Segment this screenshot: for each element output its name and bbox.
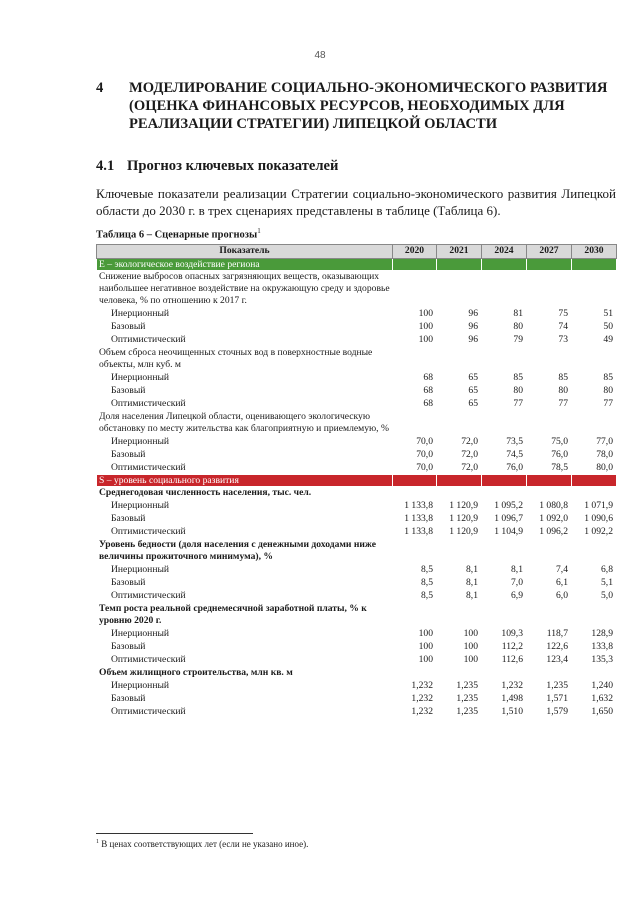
footnote: [96, 839, 308, 849]
scenario-row: [97, 398, 617, 411]
value-cell: 77: [527, 398, 572, 411]
value-cell: 1,579: [527, 706, 572, 719]
scenario-label: Базовый: [97, 641, 393, 654]
category-band-cell: [482, 259, 527, 271]
empty-cell: [482, 487, 527, 500]
value-cell: 1,650: [572, 706, 617, 719]
indicator-label: Объем жилищного строительства, млн кв. м: [97, 667, 393, 680]
value-cell: 6,0: [527, 590, 572, 603]
value-cell: 70,0: [393, 449, 437, 462]
value-cell: 8,5: [393, 590, 437, 603]
scenario-label: Базовый: [97, 577, 393, 590]
header-year: 2021: [437, 245, 482, 259]
section-number: 4.1: [96, 158, 115, 174]
value-cell: 1 120,9: [437, 500, 482, 513]
empty-cell: [572, 539, 617, 564]
value-cell: 85: [527, 372, 572, 385]
scenario-label: Инерционный: [97, 436, 393, 449]
value-cell: 100: [393, 628, 437, 641]
value-cell: 65: [437, 372, 482, 385]
value-cell: 6,9: [482, 590, 527, 603]
header-indicator: Показатель: [97, 245, 393, 259]
empty-cell: [527, 487, 572, 500]
chapter-number: 4: [96, 80, 104, 96]
scenario-label: Оптимистический: [97, 654, 393, 667]
scenario-label: Базовый: [97, 449, 393, 462]
value-cell: 1 090,6: [572, 513, 617, 526]
value-cell: 8,1: [437, 564, 482, 577]
value-cell: 72,0: [437, 462, 482, 475]
indicator-row: [97, 667, 617, 680]
value-cell: 73,5: [482, 436, 527, 449]
value-cell: 74: [527, 321, 572, 334]
value-cell: 80: [482, 385, 527, 398]
value-cell: 80: [572, 385, 617, 398]
empty-cell: [482, 411, 527, 436]
indicator-label: Доля населения Липецкой области, оценивающего экологическую обстановку по месту жительства как благоприятную и приемлемую, %: [97, 411, 393, 436]
value-cell: 100: [393, 308, 437, 321]
indicator-row: [97, 347, 617, 372]
category-band-row: [97, 475, 617, 487]
value-cell: 1,571: [527, 693, 572, 706]
value-cell: 1,232: [482, 680, 527, 693]
empty-cell: [572, 411, 617, 436]
value-cell: 8,1: [482, 564, 527, 577]
indicator-row: [97, 271, 617, 308]
scenario-label: Инерционный: [97, 628, 393, 641]
category-band-cell: [572, 475, 617, 487]
value-cell: 1 092,0: [527, 513, 572, 526]
empty-cell: [527, 667, 572, 680]
value-cell: 1 080,8: [527, 500, 572, 513]
scenario-label: Базовый: [97, 321, 393, 334]
category-band-row: [97, 259, 617, 271]
value-cell: 80,0: [572, 462, 617, 475]
indicator-label: Среднегодовая численность населения, тыс. чел.: [97, 487, 393, 500]
category-band-cell: [482, 475, 527, 487]
value-cell: 135,3: [572, 654, 617, 667]
indicator-row: [97, 603, 617, 628]
value-cell: 77: [482, 398, 527, 411]
value-cell: 1,235: [527, 680, 572, 693]
empty-cell: [527, 539, 572, 564]
scenario-label: Инерционный: [97, 680, 393, 693]
value-cell: 96: [437, 308, 482, 321]
header-year: 2030: [572, 245, 617, 259]
footnote-text: В ценах соответствующих лет (если не указано иное).: [101, 839, 309, 849]
scenario-row: [97, 462, 617, 475]
table-body: [97, 259, 617, 719]
scenario-row: [97, 654, 617, 667]
indicator-label: Снижение выбросов опасных загрязняющих веществ, оказывающих наибольшее негативное воздействие на окружающую среду и здоровье человека, % по отношению к 2017 г.: [97, 271, 393, 308]
value-cell: 75,0: [527, 436, 572, 449]
value-cell: 1 104,9: [482, 526, 527, 539]
empty-cell: [437, 539, 482, 564]
empty-cell: [482, 603, 527, 628]
empty-cell: [572, 271, 617, 308]
scenario-row: [97, 334, 617, 347]
value-cell: 128,9: [572, 628, 617, 641]
value-cell: 77,0: [572, 436, 617, 449]
category-band-cell: [393, 475, 437, 487]
category-band-cell: [527, 259, 572, 271]
indicator-label: Объем сброса неочищенных сточных вод в поверхностные водные объекты, млн куб. м: [97, 347, 393, 372]
scenario-row: [97, 590, 617, 603]
value-cell: 85: [482, 372, 527, 385]
value-cell: 7,4: [527, 564, 572, 577]
scenario-row: [97, 436, 617, 449]
scenario-label: Оптимистический: [97, 526, 393, 539]
value-cell: 100: [393, 641, 437, 654]
value-cell: 1 096,2: [527, 526, 572, 539]
scenario-label: Оптимистический: [97, 462, 393, 475]
category-band-cell: [572, 259, 617, 271]
value-cell: 78,0: [572, 449, 617, 462]
value-cell: 112,6: [482, 654, 527, 667]
empty-cell: [393, 347, 437, 372]
scenario-label: Оптимистический: [97, 590, 393, 603]
scenario-row: [97, 693, 617, 706]
value-cell: 5,0: [572, 590, 617, 603]
value-cell: 122,6: [527, 641, 572, 654]
scenario-row: [97, 564, 617, 577]
value-cell: 49: [572, 334, 617, 347]
value-cell: 1,632: [572, 693, 617, 706]
value-cell: 77: [572, 398, 617, 411]
value-cell: 100: [393, 654, 437, 667]
value-cell: 6,1: [527, 577, 572, 590]
value-cell: 1,235: [437, 693, 482, 706]
indicator-row: [97, 411, 617, 436]
scenario-row: [97, 641, 617, 654]
value-cell: 75: [527, 308, 572, 321]
value-cell: 1,235: [437, 680, 482, 693]
value-cell: 68: [393, 372, 437, 385]
section-heading: [96, 158, 338, 175]
scenario-table: [96, 244, 617, 719]
scenario-row: [97, 680, 617, 693]
value-cell: 1 095,2: [482, 500, 527, 513]
value-cell: 112,2: [482, 641, 527, 654]
scenario-row: [97, 372, 617, 385]
value-cell: 74,5: [482, 449, 527, 462]
indicator-row: [97, 539, 617, 564]
scenario-row: [97, 321, 617, 334]
page-number: 48: [314, 50, 326, 61]
indicator-label: Уровень бедности (доля населения с денежными доходами ниже величины прожиточного минимума), %: [97, 539, 393, 564]
empty-cell: [482, 271, 527, 308]
value-cell: 50: [572, 321, 617, 334]
value-cell: 100: [437, 641, 482, 654]
chapter-heading: [96, 79, 616, 133]
empty-cell: [437, 411, 482, 436]
scenario-label: Инерционный: [97, 500, 393, 513]
value-cell: 5,1: [572, 577, 617, 590]
scenario-row: [97, 706, 617, 719]
value-cell: 78,5: [527, 462, 572, 475]
scenario-label: Оптимистический: [97, 398, 393, 411]
header-year: 2027: [527, 245, 572, 259]
value-cell: 1,232: [393, 680, 437, 693]
empty-cell: [393, 539, 437, 564]
empty-cell: [393, 411, 437, 436]
scenario-label: Оптимистический: [97, 706, 393, 719]
value-cell: 8,1: [437, 577, 482, 590]
empty-cell: [482, 539, 527, 564]
scenario-row: [97, 449, 617, 462]
value-cell: 96: [437, 321, 482, 334]
value-cell: 8,1: [437, 590, 482, 603]
empty-cell: [437, 667, 482, 680]
value-cell: 133,8: [572, 641, 617, 654]
empty-cell: [527, 347, 572, 372]
value-cell: 109,3: [482, 628, 527, 641]
value-cell: 100: [437, 654, 482, 667]
value-cell: 85: [572, 372, 617, 385]
value-cell: 70,0: [393, 462, 437, 475]
scenario-label: Базовый: [97, 385, 393, 398]
value-cell: 123,4: [527, 654, 572, 667]
empty-cell: [393, 487, 437, 500]
value-cell: 118,7: [527, 628, 572, 641]
value-cell: 7,0: [482, 577, 527, 590]
empty-cell: [572, 603, 617, 628]
chapter-title: МОДЕЛИРОВАНИЕ СОЦИАЛЬНО-ЭКОНОМИЧЕСКОГО РАЗВИТИЯ (ОЦЕНКА ФИНАНСОВЫХ РЕСУРСОВ, НЕОБХОДИМЫХ ДЛЯ РЕАЛИЗАЦИИ СТРАТЕГИИ) ЛИПЕЦКОЙ ОБЛАСТИ: [129, 80, 608, 132]
value-cell: 70,0: [393, 436, 437, 449]
value-cell: 80: [482, 321, 527, 334]
scenario-row: [97, 513, 617, 526]
empty-cell: [482, 667, 527, 680]
scenario-label: Базовый: [97, 513, 393, 526]
table-caption-text: Таблица 6 – Сценарные прогнозы: [96, 229, 258, 241]
category-band-cell: [437, 259, 482, 271]
empty-cell: [393, 603, 437, 628]
value-cell: 72,0: [437, 436, 482, 449]
value-cell: 1,232: [393, 706, 437, 719]
empty-cell: [393, 667, 437, 680]
value-cell: 76,0: [482, 462, 527, 475]
value-cell: 1 133,8: [393, 513, 437, 526]
category-band-cell: [393, 259, 437, 271]
empty-cell: [572, 667, 617, 680]
scenario-row: [97, 385, 617, 398]
value-cell: 100: [437, 628, 482, 641]
scenario-row: [97, 577, 617, 590]
empty-cell: [482, 347, 527, 372]
scenario-label: Базовый: [97, 693, 393, 706]
value-cell: 73: [527, 334, 572, 347]
scenario-label: Инерционный: [97, 564, 393, 577]
empty-cell: [437, 271, 482, 308]
intro-paragraph: Ключевые показатели реализации Стратегии социально-экономического развития Липецкой области до 2030 г. в трех сценариях представлены в таблице (Таблица 6).: [96, 186, 616, 218]
empty-cell: [572, 347, 617, 372]
footnote-divider: [96, 833, 253, 834]
value-cell: 81: [482, 308, 527, 321]
value-cell: 65: [437, 385, 482, 398]
footnote-ref: 1: [257, 227, 261, 235]
value-cell: 72,0: [437, 449, 482, 462]
value-cell: 1 092,2: [572, 526, 617, 539]
value-cell: 68: [393, 385, 437, 398]
value-cell: 1 133,8: [393, 500, 437, 513]
value-cell: 1 096,7: [482, 513, 527, 526]
category-band-cell: [527, 475, 572, 487]
value-cell: 79: [482, 334, 527, 347]
value-cell: 6,8: [572, 564, 617, 577]
footnote-marker: 1: [96, 839, 99, 845]
value-cell: 1,232: [393, 693, 437, 706]
value-cell: 1,498: [482, 693, 527, 706]
scenario-row: [97, 526, 617, 539]
category-band-label: E – экологическое воздействие региона: [97, 259, 393, 271]
value-cell: 8,5: [393, 577, 437, 590]
empty-cell: [393, 271, 437, 308]
scenario-label: Инерционный: [97, 308, 393, 321]
value-cell: 65: [437, 398, 482, 411]
indicator-label: Темп роста реальной среднемесячной заработной платы, % к уровню 2020 г.: [97, 603, 393, 628]
category-band-label: S – уровень социального развития: [97, 475, 393, 487]
scenario-row: [97, 500, 617, 513]
empty-cell: [527, 603, 572, 628]
table-header-row: [97, 245, 617, 259]
scenario-label: Инерционный: [97, 372, 393, 385]
value-cell: 8,5: [393, 564, 437, 577]
scenario-label: Оптимистический: [97, 334, 393, 347]
value-cell: 76,0: [527, 449, 572, 462]
value-cell: 1,510: [482, 706, 527, 719]
section-title: Прогноз ключевых показателей: [127, 158, 339, 174]
empty-cell: [527, 411, 572, 436]
value-cell: 51: [572, 308, 617, 321]
empty-cell: [527, 271, 572, 308]
value-cell: 80: [527, 385, 572, 398]
value-cell: 1,235: [437, 706, 482, 719]
value-cell: 1 120,9: [437, 526, 482, 539]
table-caption: [96, 227, 261, 241]
value-cell: 100: [393, 321, 437, 334]
value-cell: 100: [393, 334, 437, 347]
empty-cell: [437, 347, 482, 372]
empty-cell: [437, 603, 482, 628]
header-year: 2024: [482, 245, 527, 259]
scenario-row: [97, 628, 617, 641]
header-year: 2020: [393, 245, 437, 259]
value-cell: 96: [437, 334, 482, 347]
indicator-row: [97, 487, 617, 500]
value-cell: 1,240: [572, 680, 617, 693]
empty-cell: [572, 487, 617, 500]
empty-cell: [437, 487, 482, 500]
value-cell: 1 133,8: [393, 526, 437, 539]
category-band-cell: [437, 475, 482, 487]
value-cell: 1 071,9: [572, 500, 617, 513]
value-cell: 68: [393, 398, 437, 411]
scenario-row: [97, 308, 617, 321]
value-cell: 1 120,9: [437, 513, 482, 526]
